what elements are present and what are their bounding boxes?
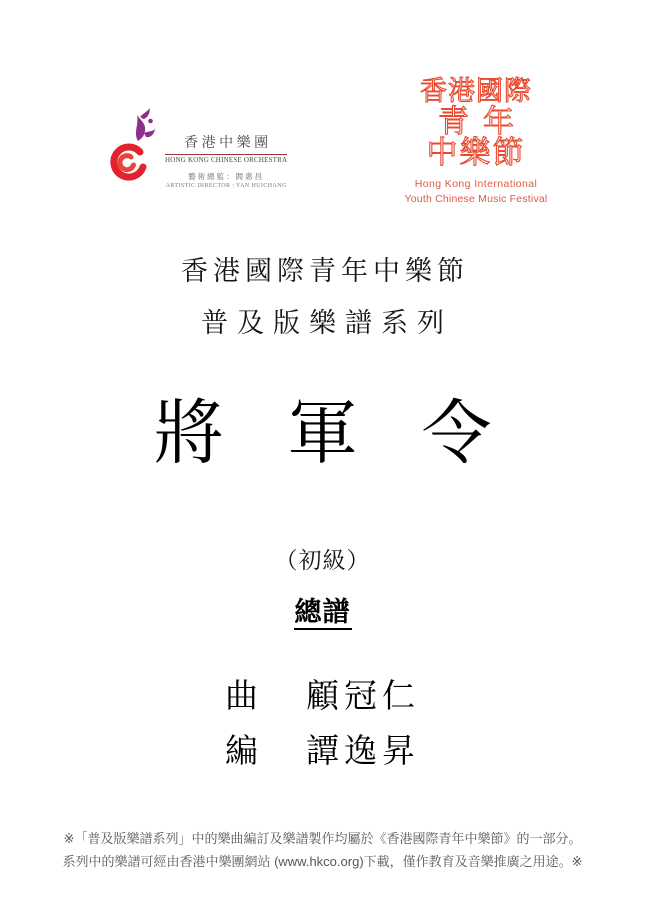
hkco-dancer-swirl-icon: [100, 106, 162, 184]
credit-row-composer: [0, 679, 645, 717]
composer-role-label: 曲: [225, 679, 258, 715]
level-label: （初級）: [274, 548, 371, 573]
festival-logo: [396, 78, 556, 205]
hkco-director-en: ARTISTIC DIRECTOR : YAN HUICHANG: [165, 183, 287, 189]
festival-en-line2: Youth Chinese Music Festival: [404, 192, 548, 205]
title-char-3: 令: [421, 396, 492, 473]
arranger-role-label: 編: [225, 733, 258, 770]
festival-logo-en: [396, 178, 556, 205]
hkco-divider: [165, 154, 287, 155]
credits: [0, 679, 645, 772]
composer-name: 顧冠仁: [306, 679, 420, 715]
footer-line-2: 系列中的樂譜可經由香港中樂團網站 (www.hkco.org)下載，僅作教育及音樂推廣之用途。※: [62, 853, 583, 869]
hkco-logo: [100, 106, 287, 189]
festival-art-line1: 香港國際: [420, 76, 532, 106]
festival-en-line1: Hong Kong International: [414, 177, 538, 190]
series-edition-name: 普及版樂譜系列: [201, 308, 453, 338]
score-type: [0, 590, 645, 629]
hkco-name-en: HONG KONG CHINESE ORCHESTRA: [165, 156, 288, 164]
festival-art-line3: 中樂節: [426, 135, 526, 171]
festival-art-line2: 青年: [438, 103, 528, 139]
arranger-name: 譚逸昇: [306, 733, 420, 770]
piece-title: [0, 398, 645, 472]
hkco-logo-text: [165, 132, 287, 189]
score-type-label: 總譜: [294, 597, 352, 630]
festival-logo-art: [396, 78, 556, 169]
footer-note: [0, 828, 645, 874]
series-heading: [0, 249, 645, 340]
hkco-director-zh: 藝術總監：閻惠昌: [188, 172, 265, 181]
title-char-1: 將: [153, 396, 224, 473]
series-festival-name: 香港國際青年中樂節: [181, 256, 469, 286]
hkco-name-zh: 香港中樂團: [184, 136, 272, 151]
footer-line-1: ※「普及版樂譜系列」中的樂曲編訂及樂譜製作均屬於《香港國際青年中樂節》的一部分。: [63, 831, 582, 846]
credit-row-arranger: [0, 734, 645, 772]
title-char-2: 軍: [287, 396, 358, 473]
